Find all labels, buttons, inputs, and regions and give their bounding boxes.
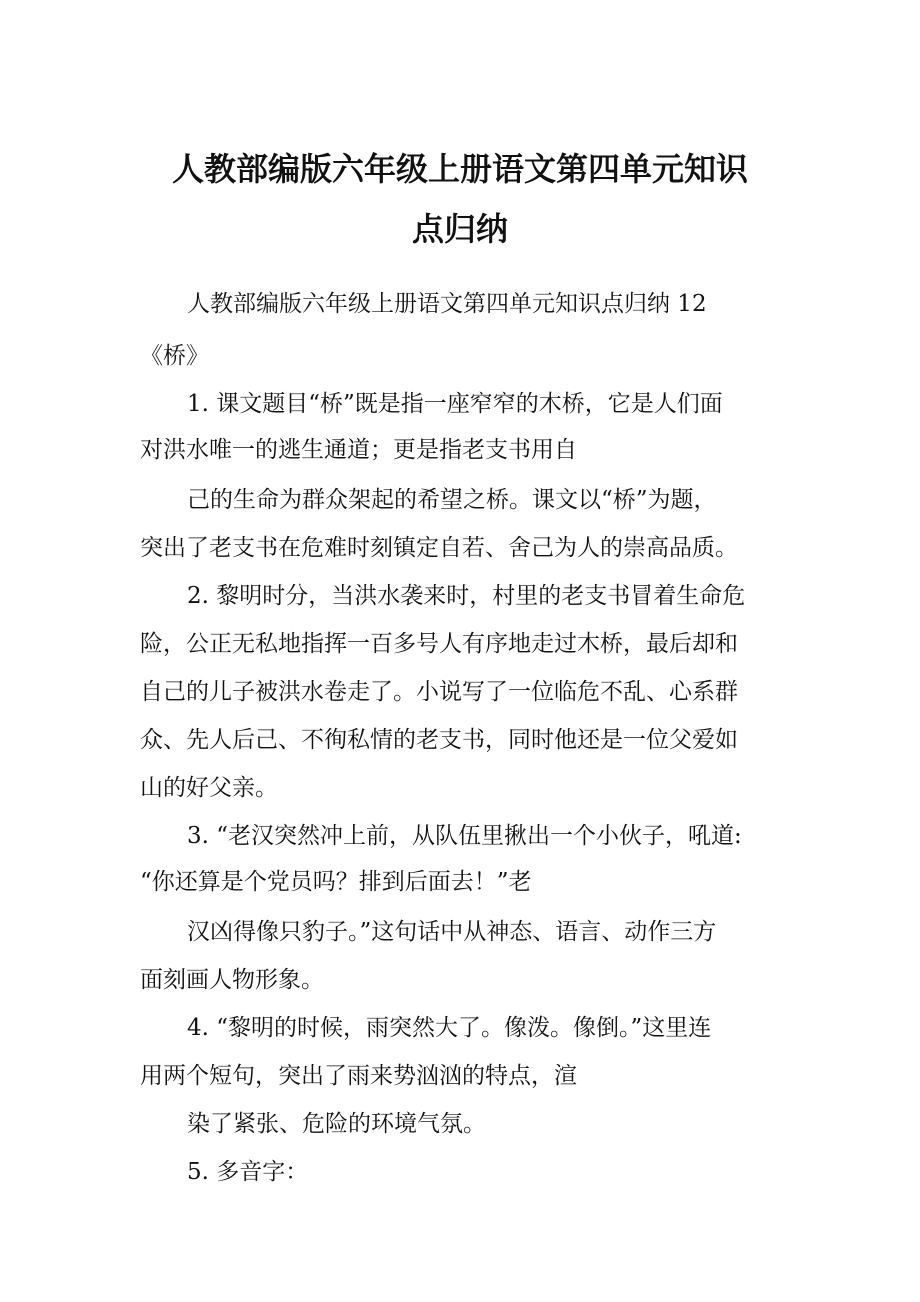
- point-3-line-3: 汉凶得像只豹子。”这句话中从神态、语言、动作三方: [187, 919, 717, 945]
- point-2-line-4: 众、先人后己、不徇私情的老支书，同时他还是一位父爱如: [140, 727, 738, 753]
- point-2-line-3: 自己的儿子被洪水卷走了。小说写了一位临危不乱、心系群: [140, 679, 738, 705]
- point-1-line-2: 对洪水唯一的逃生通道；更是指老支书用自: [140, 437, 577, 463]
- point-3-line-4: 面刻画人物形象。: [140, 967, 324, 993]
- point-3-line-1: 3. “老汉突然冲上前，从队伍里揪出一个小伙子，吼道:: [187, 823, 742, 849]
- point-1-line-4: 突出了老支书在危难时刻镇定自若、舍己为人的崇高品质。: [140, 535, 738, 561]
- point-1-line-1: 1. 课文题目“桥”既是指一座窄窄的木桥，它是人们面: [187, 391, 723, 417]
- document-title-line-2: 点归纳: [411, 210, 508, 248]
- point-2-line-1: 2. 黎明时分，当洪水袭来时，村里的老支书冒着生命危: [187, 583, 746, 609]
- point-1-line-3: 己的生命为群众架起的希望之桥。课文以“桥”为题，: [187, 487, 717, 513]
- intro-line: 人教部编版六年级上册语文第四单元知识点归纳 12: [187, 291, 707, 317]
- lesson-title-line: 《桥》: [140, 343, 209, 369]
- point-3-line-2: “你还算是个党员吗？排到后面去！”老: [140, 869, 532, 895]
- point-2-line-2: 险，公正无私地指挥一百多号人有序地走过木桥，最后却和: [140, 631, 738, 657]
- document-title-line-1: 人教部编版六年级上册语文第四单元知识: [171, 150, 748, 188]
- point-5-line-1: 5. 多音字：: [187, 1159, 309, 1185]
- point-4-line-1: 4. “黎明的时候，雨突然大了。像泼。像倒。”这里连: [187, 1015, 712, 1041]
- point-4-line-3: 染了紧张、危险的环境气氛。: [187, 1111, 486, 1137]
- point-2-line-5: 山的好父亲。: [140, 775, 278, 801]
- point-4-line-2: 用两个短句，突出了雨来势汹汹的特点，渲: [140, 1063, 577, 1089]
